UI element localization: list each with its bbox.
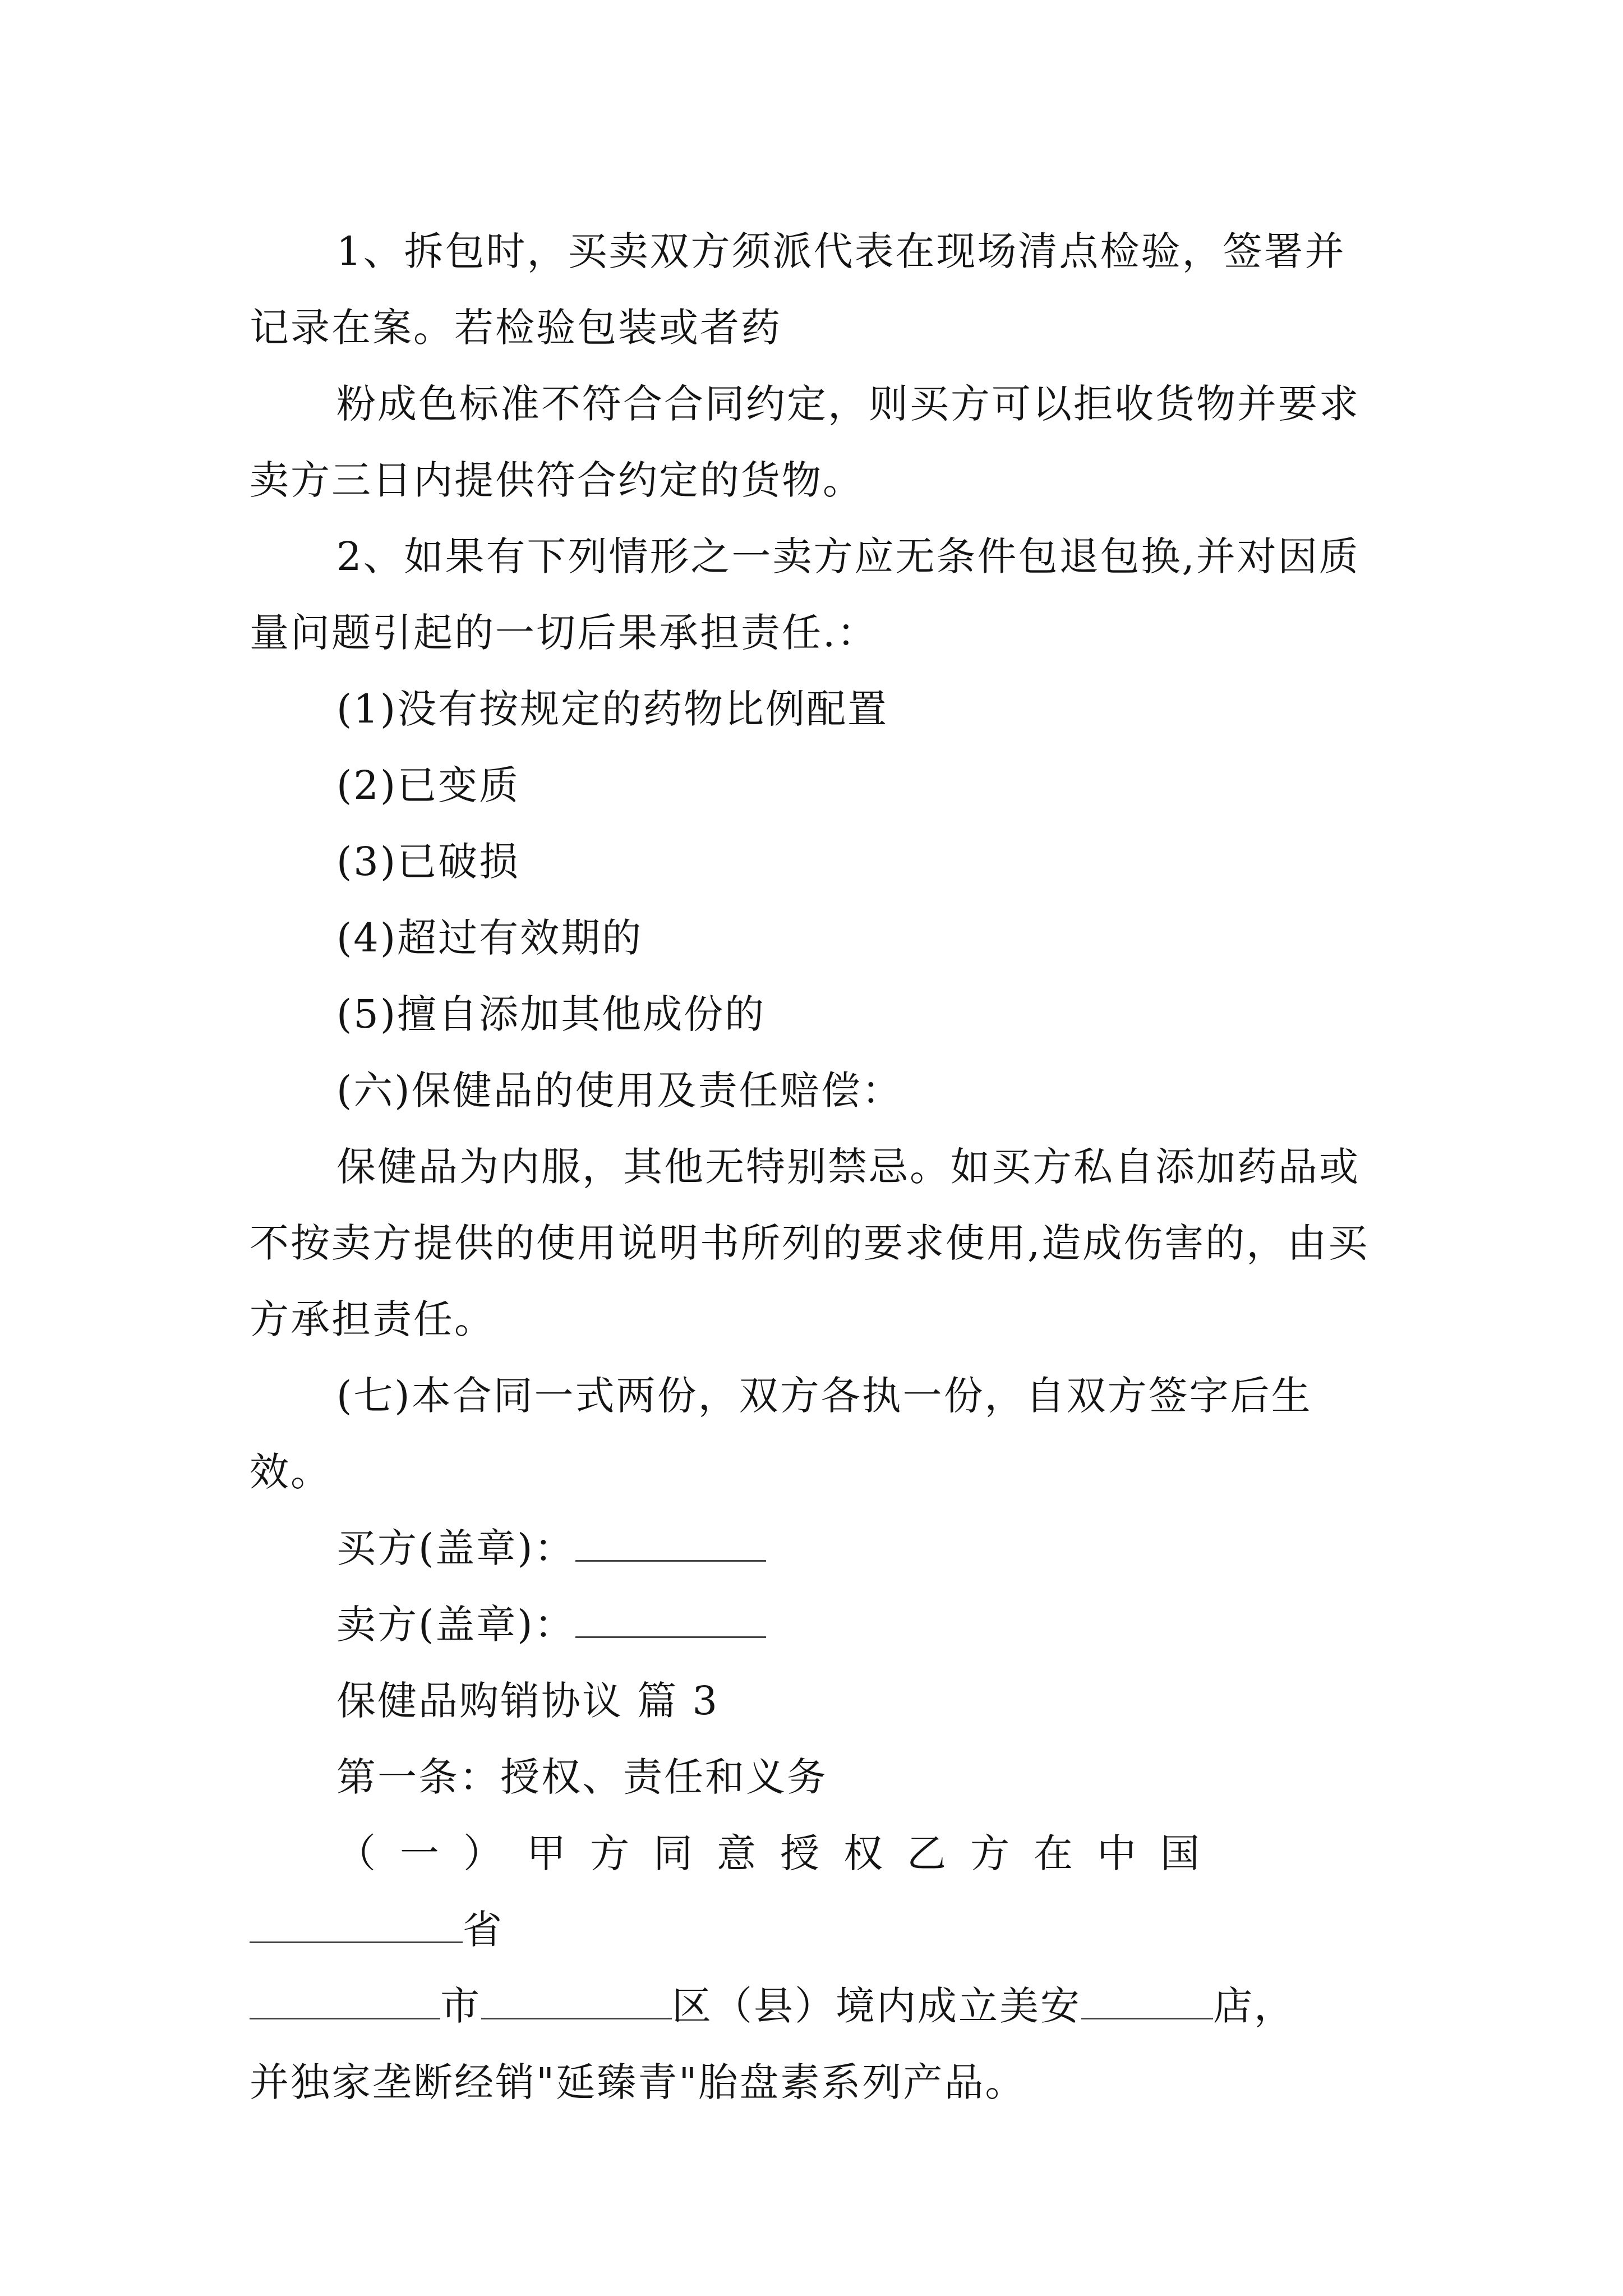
store-blank (1081, 1984, 1213, 2019)
store-label: 店， (1213, 1983, 1295, 2029)
province-label: 省 (463, 1907, 504, 1953)
district-blank (481, 1984, 672, 2019)
clause-prefix: （一）甲方同意授权乙方在中国 (336, 1830, 1224, 1876)
list-item-damaged: (3)已破损 (336, 839, 520, 885)
clause-authorization (250, 1815, 1380, 2120)
buyer-signature-line (250, 1510, 1380, 1586)
clause-ending: 并独家垄断经销"延臻青"胎盘素系列产品。 (250, 2059, 1026, 2105)
section-title: 保健品购销协议 篇 3 (336, 1678, 720, 1724)
list-item-ratio: (1)没有按规定的药物比例配置 (336, 686, 889, 732)
province-blank (250, 1908, 463, 1943)
buyer-signature-blank (575, 1526, 766, 1562)
city-label: 市 (440, 1983, 481, 2029)
article-title: 第一条：授权、责任和义务 (336, 1754, 828, 1800)
document-page (250, 213, 1380, 2120)
seller-signature-label: 卖方(盖章)： (336, 1602, 575, 1648)
paragraph-color-standard: 粉成色标准不符合合同约定，则买方可以拒收货物并要求卖方三日内提供符合约定的货物。 (250, 381, 1360, 503)
seller-signature-line (250, 1586, 1380, 1663)
paragraph-return-conditions: 2、如果有下列情形之一卖方应无条件包退包换,并对因质量问题引起的一切后果承担责任.： (250, 533, 1360, 656)
list-item-deteriorated: (2)已变质 (336, 762, 520, 808)
district-label: 区（县）境内成立美安 (672, 1983, 1081, 2029)
seller-signature-blank (575, 1603, 766, 1638)
list-item-expired: (4)超过有效期的 (336, 915, 643, 961)
paragraph-usage: 保健品为内服，其他无特别禁忌。如买方私自添加药品或不按卖方提供的使用说明书所列的要求使用,造成伤害的，由买方承担责任。 (250, 1144, 1370, 1342)
paragraph-copies: (七)本合同一式两份，双方各执一份，自双方签字后生效。 (250, 1373, 1312, 1495)
list-item-additives: (5)擅自添加其他成份的 (336, 991, 766, 1037)
paragraph-unpacking: 1、拆包时，买卖双方须派代表在现场清点检验，签署并记录在案。若检验包装或者药 (250, 228, 1346, 351)
city-blank (250, 1984, 440, 2019)
buyer-signature-label: 买方(盖章)： (336, 1525, 575, 1571)
section-heading-usage: (六)保健品的使用及责任赔偿： (336, 1068, 903, 1114)
